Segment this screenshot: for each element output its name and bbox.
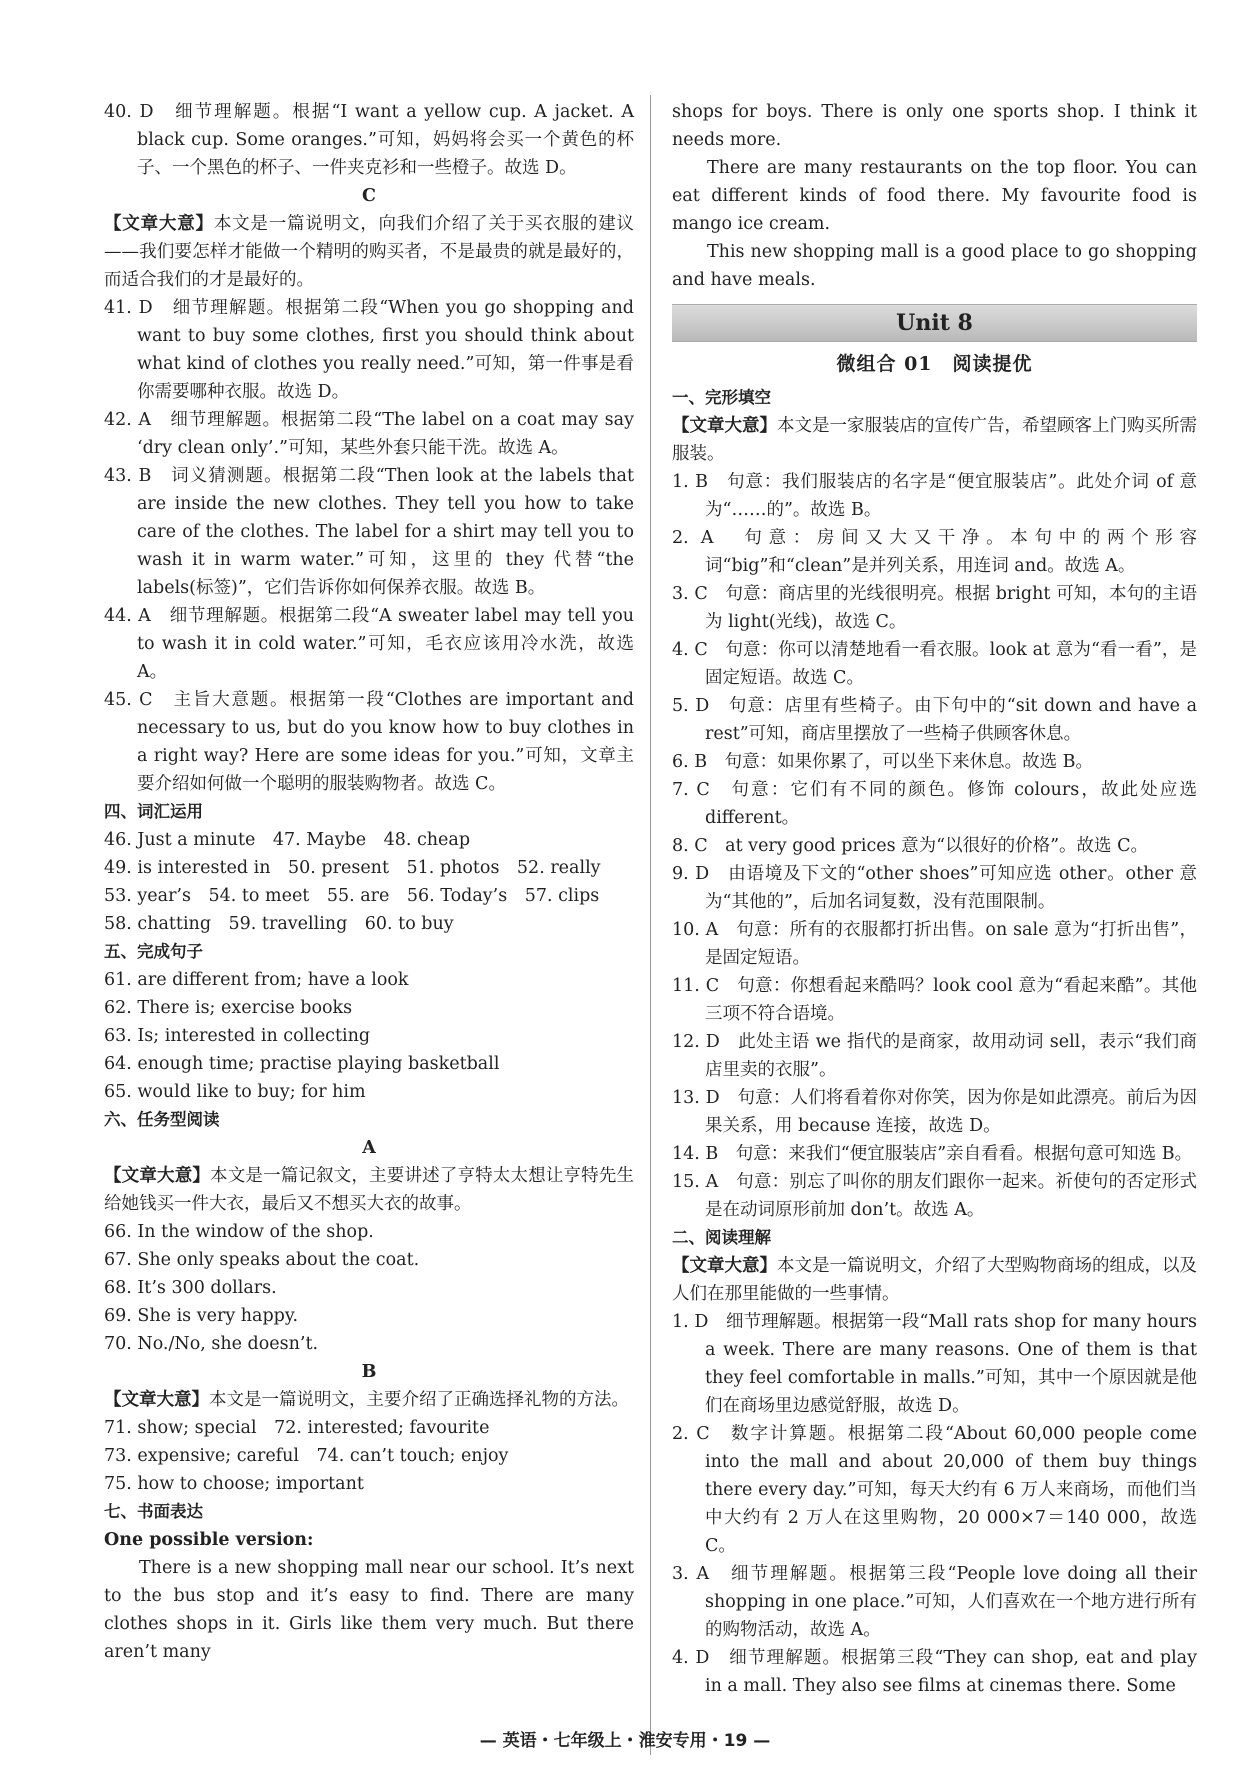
answer-item: 67. She only speaks about the coat.: [104, 1250, 420, 1270]
answer-item: 46. Just a minute 47. Maybe 48. cheap: [104, 830, 471, 850]
answer-item: 14. B 句意：来我们“便宜服装店”亲自看看。根据句意可知选 B。: [672, 1144, 1193, 1164]
essay-paragraph: This new shopping mall is a good place to go shopping and have meals.: [672, 242, 1197, 290]
summary-b: [104, 1386, 634, 1414]
answer-item: 6. B 句意：如果你累了，可以坐下来休息。故选 B。: [672, 752, 1094, 772]
answer-item: 2. A 句意：房间又大又干净。本句中的两个形容词“big”和“clean”是并列关系，用连词 and。故选 A。: [672, 528, 1197, 576]
answer-item: 1. B 句意：我们服装店的名字是“便宜服装店”。此处介词 of 意为“……的”。故选 B。: [672, 472, 1197, 520]
column-divider: [650, 95, 651, 1755]
answer-item: 10. A 句意：所有的衣服都打折出售。on sale 意为“打折出售”，是固定短语。: [672, 920, 1197, 968]
page-footer: — 英语・七年级上・淮安专用・19 —: [479, 1731, 771, 1751]
summary-1: [672, 412, 1197, 468]
answer-item: 63. Is; interested in collecting: [104, 1026, 371, 1046]
section-heading-b: B: [361, 1362, 377, 1382]
answer-list: [104, 966, 634, 1106]
section-title-6: 六、任务型阅读: [104, 1110, 220, 1129]
answer-item: 61. are different from; have a look: [104, 970, 409, 990]
summary-text: 本文是一篇说明文，主要介绍了正确选择礼物的方法。: [209, 1390, 629, 1410]
answer-item: 3. C 句意：商店里的光线很明亮。根据 bright 可知，本句的主语为 light(光线)，故选 C。: [672, 584, 1197, 632]
subtitle: 微组合 01 阅读提优: [836, 353, 1033, 375]
answer-list: [104, 294, 634, 798]
answer-item: 71. show; special 72. interested; favourite: [104, 1418, 490, 1438]
answer-item: 7. C 句意：它们有不同的颜色。修饰 colours，故此处应选 different。: [672, 780, 1197, 828]
answer-item: 4. D 细节理解题。根据第三段“They can shop, eat and play in a mall. They also see films at cinemas there. Some: [672, 1648, 1197, 1696]
answer-item: 45. C 主旨大意题。根据第一段“Clothes are important and necessary to us, but do you know how to buy clothes in a right way? Here are some ideas for you.”可知，文章主要介绍如何做一个聪明的服装购物者。故选 C。: [104, 690, 634, 794]
answer-item: 53. year’s 54. to meet 55. are 56. Today’s 57. clips: [104, 886, 600, 906]
answer-list: [104, 1218, 634, 1358]
answer-item: 73. expensive; careful 74. can’t touch; enjoy: [104, 1446, 509, 1466]
summary-c: [104, 210, 634, 294]
unit-title: Unit 8: [672, 304, 1197, 342]
summary-label: 【文章大意】: [104, 214, 214, 234]
answer-item: 9. D 由语境及下文的“other shoes”可知应选 other。other 意为“其他的”，后加名词复数，没有范围限制。: [672, 864, 1197, 912]
answer-item: 70. No./No, she doesn’t.: [104, 1334, 319, 1354]
answer-item: 68. It’s 300 dollars.: [104, 1278, 277, 1298]
answer-item: 62. There is; exercise books: [104, 998, 353, 1018]
answer-item: 40. D 细节理解题。根据“I want a yellow cup. A jacket. A black cup. Some oranges.”可知，妈妈将会买一个黄色的杯子、一个黑色的杯子、一件夹克衫和一些橙子。故选 D。: [104, 102, 634, 178]
answer-item: 69. She is very happy.: [104, 1306, 299, 1326]
section-heading-a: A: [362, 1138, 376, 1158]
section-title-5: 五、完成句子: [104, 942, 203, 961]
section-title-4: 四、词汇运用: [104, 802, 203, 821]
essay-paragraph: There are many restaurants on the top floor. You can eat different kinds of food there. My favourite food is mango ice cream.: [672, 158, 1197, 234]
answer-item: 8. C at very good prices 意为“以很好的价格”。故选 C。: [672, 836, 1148, 856]
answer-item: 1. D 细节理解题。根据第一段“Mall rats shop for many hours a week. There are many reasons. One of them is that they feel comfortable in malls.”可知，其中一个原因就是他们在商场里边感觉舒服，故选 D。: [672, 1312, 1197, 1416]
summary-text: 本文是一篇记叙文，主要讲述了亨特太太想让亨特先生给她钱买一件大衣，最后又不想买大衣的故事。: [104, 1166, 635, 1214]
summary-text: 本文是一家服装店的宣传广告，希望顾客上门购买所需服装。: [672, 416, 1197, 464]
summary-label: 【文章大意】: [672, 416, 777, 436]
section-title-1: 一、完形填空: [672, 388, 771, 407]
answer-item: 13. D 句意：人们将看着你对你笑，因为你是如此漂亮。前后为因果关系，用 because 连接，故选 D。: [672, 1088, 1197, 1136]
essay-continuation: shops for boys. There is only one sports shop. I think it needs more.: [672, 102, 1197, 150]
answer-item: 49. is interested in 50. present 51. photos 52. really: [104, 858, 601, 878]
section-title-7: 七、书面表达: [104, 1502, 203, 1521]
answer-item: 12. D 此处主语 we 指代的是商家，故用动词 sell，表示“我们商店里卖的衣服”。: [672, 1032, 1197, 1080]
answer-item: 3. A 细节理解题。根据第三段“People love doing all their shopping in one place.”可知，人们喜欢在一个地方进行所有的购物活动，故选 A。: [672, 1564, 1197, 1640]
answer-item: 44. A 细节理解题。根据第二段“A sweater label may tell you to wash it in cold water.”可知，毛衣应该用冷水洗，故选 A。: [104, 606, 634, 682]
answer-list: [104, 98, 634, 182]
summary-text: 本文是一篇说明文，介绍了大型购物商场的组成，以及人们在那里能做的一些事情。: [672, 1256, 1197, 1304]
essay-paragraph: There is a new shopping mall near our school. It’s next to the bus stop and it’s easy to find. There are many clothes shops in it. Girls like them very much. But there aren’t many: [104, 1558, 634, 1662]
left-column: [104, 98, 634, 1666]
answer-item: 42. A 细节理解题。根据第二段“The label on a coat may say ‘dry clean only’.”可知，某些外套只能干洗。故选 A。: [104, 410, 634, 458]
answer-item: 4. C 句意：你可以清楚地看一看衣服。look at 意为“看一看”，是固定短语。故选 C。: [672, 640, 1197, 688]
version-label: One possible version:: [104, 1530, 314, 1550]
answer-item: 75. how to choose; important: [104, 1474, 364, 1494]
right-column: [672, 98, 1197, 1700]
answer-item: 2. C 数字计算题。根据第二段“About 60,000 people come into the mall and about 20,000 of them buy things there every day.”可知，每天大约有 6 万人来商场，而他们当中大约有 2 万人在这里购物，20 000×7＝140 000，故选 C。: [672, 1424, 1197, 1556]
answer-list: [104, 826, 634, 938]
answer-item: 5. D 句意：店里有些椅子。由下句中的“sit down and have a rest”可知，商店里摆放了一些椅子供顾客休息。: [672, 696, 1197, 744]
answer-list: [104, 1414, 634, 1498]
answer-item: 11. C 句意：你想看起来酷吗？look cool 意为“看起来酷”。其他三项不符合语境。: [672, 976, 1197, 1024]
answer-item: 66. In the window of the shop.: [104, 1222, 374, 1242]
summary-label: 【文章大意】: [104, 1166, 211, 1186]
section-title-2: 二、阅读理解: [672, 1228, 771, 1247]
answer-item: 41. D 细节理解题。根据第二段“When you go shopping and want to buy some clothes, first you should think about what kind of clothes you really need.”可知，第一件事是看你需要哪种衣服。故选 D。: [104, 298, 634, 402]
answer-item: 58. chatting 59. travelling 60. to buy: [104, 914, 454, 934]
answer-list: [672, 468, 1197, 1224]
answer-item: 64. enough time; practise playing basketball: [104, 1054, 500, 1074]
answer-list: [672, 1308, 1197, 1700]
section-heading-c: C: [362, 186, 376, 206]
summary-label: 【文章大意】: [672, 1256, 777, 1276]
answer-item: 43. B 词义猜测题。根据第二段“Then look at the labels that are inside the new clothes. They tell you how to take care of the clothes. The label for a shirt may tell you to wash it in warm water.”可知，这里的 they 代替“the labels(标签)”，它们告诉你如何保养衣服。故选 B。: [104, 466, 634, 598]
summary-a: [104, 1162, 634, 1218]
summary-label: 【文章大意】: [104, 1390, 209, 1410]
summary-2: [672, 1252, 1197, 1308]
summary-text: 本文是一篇说明文，向我们介绍了关于买衣服的建议——我们要怎样才能做一个精明的购买者，不是最贵的就是最好的，而适合我们的才是最好的。: [104, 214, 635, 290]
answer-item: 65. would like to buy; for him: [104, 1082, 366, 1102]
answer-item: 15. A 句意：别忘了叫你的朋友们跟你一起来。祈使句的否定形式是在动词原形前加 don’t。故选 A。: [672, 1172, 1197, 1220]
